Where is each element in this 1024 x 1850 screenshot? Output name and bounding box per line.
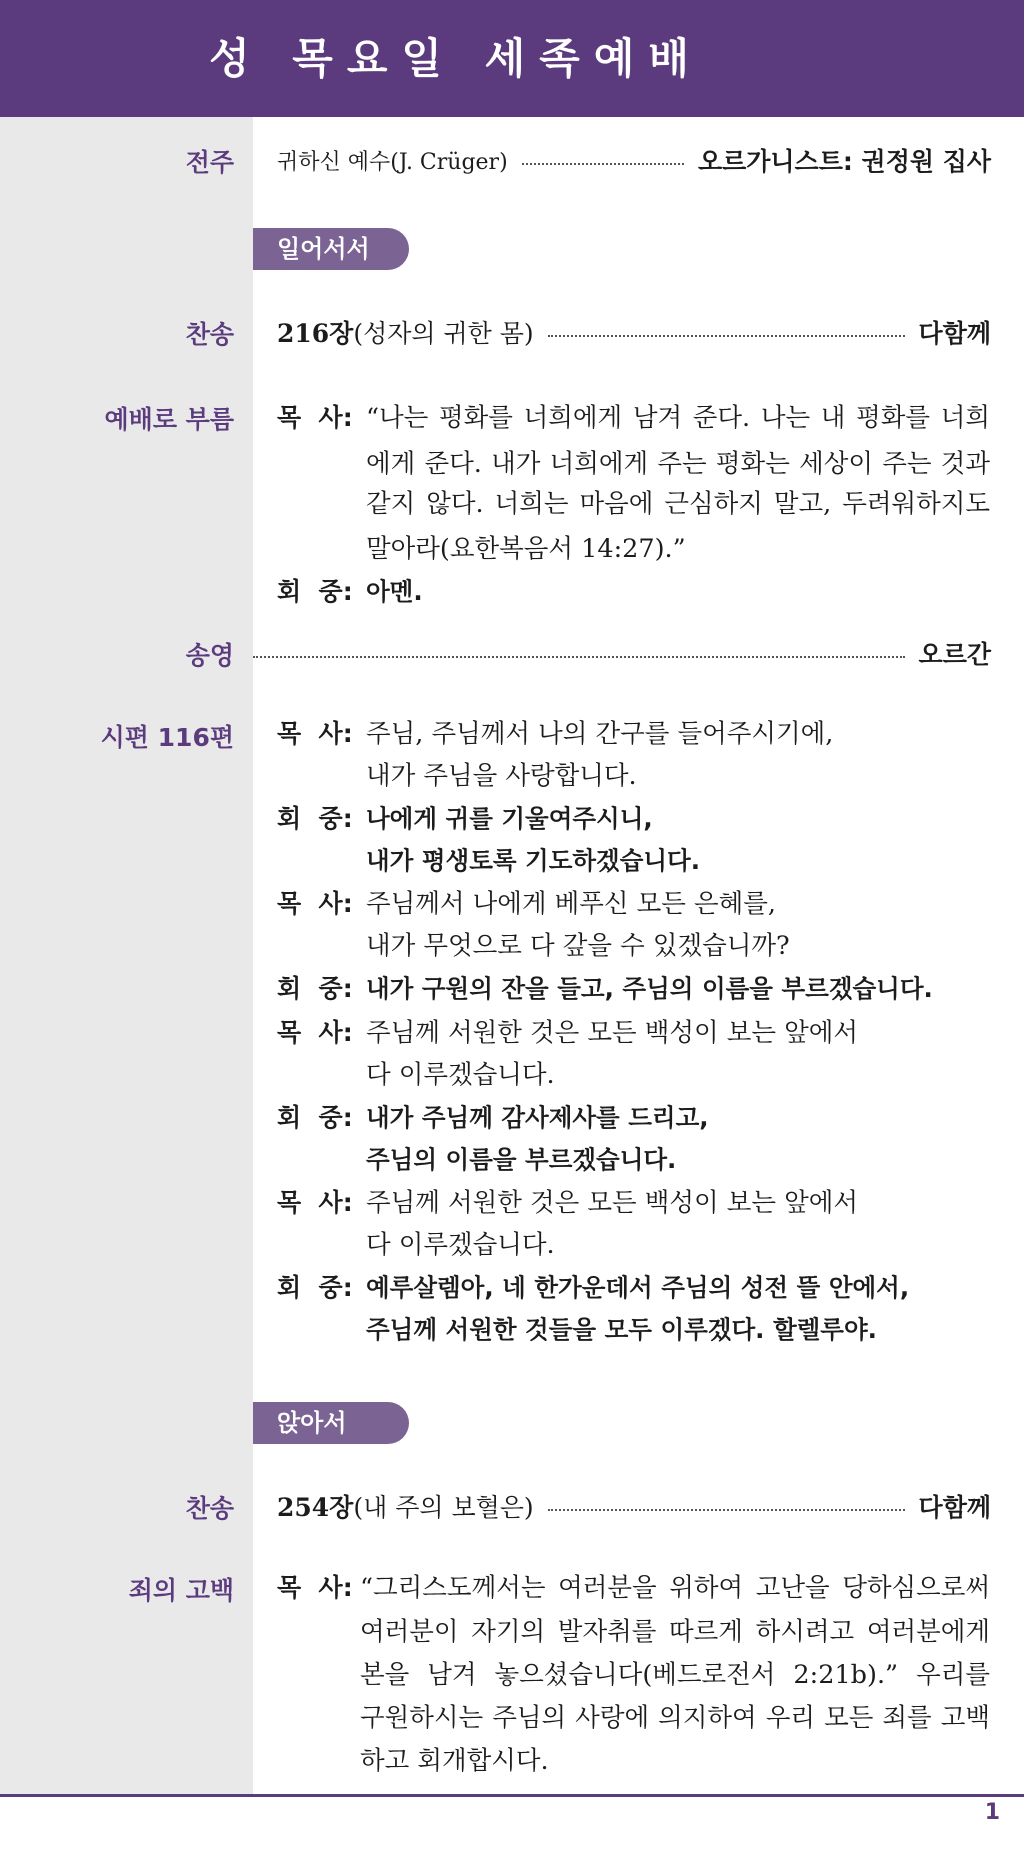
text-line: 주님께 서원한 것들을 모두 이루겠다. 할렐루야. <box>366 1315 877 1344</box>
stand-badge: 일어서서 <box>253 228 409 270</box>
hymn-row <box>277 1486 991 1526</box>
speaker-pastor: 목 사: <box>277 1188 353 1217</box>
section-label-hymn: 찬송 <box>185 1494 234 1523</box>
hymn-number: 254장 <box>277 1493 354 1522</box>
section-label-call-to-worship: 예배로 부름 <box>104 405 234 434</box>
leader-dots <box>548 335 905 337</box>
leader-dots <box>548 1509 905 1511</box>
text-line: 에게 준다. 내가 너희에게 주는 평화는 세상이 주는 것과 <box>366 449 990 479</box>
text-line: 내가 주님을 사랑합니다. <box>366 761 637 791</box>
text-line: 나에게 귀를 기울여주시니, <box>366 804 653 833</box>
hymn-row <box>277 312 991 352</box>
text-line: 주님의 이름을 부르겠습니다. <box>366 1145 677 1174</box>
text-line: 여러분이 자기의 발자취를 따르게 하시려고 여러분에게 <box>360 1617 990 1647</box>
speaker-congregation: 회 중: <box>277 1103 353 1132</box>
text-line: 다 이루겠습니다. <box>366 1230 555 1260</box>
prelude-piece: 귀하신 예수(J. Crüger) <box>277 149 508 175</box>
anthem-performer: 오르간 <box>918 640 991 669</box>
text-line: 구원하시는 주님의 사랑에 의지하여 우리 모든 죄를 고백 <box>360 1703 990 1733</box>
leader-dots <box>522 163 684 165</box>
text-line: 내가 주님께 감사제사를 드리고, <box>366 1103 709 1132</box>
text-line: “그리스도께서는 여러분을 위하여 고난을 당하심으로써 <box>360 1573 990 1603</box>
text-line: 내가 평생토록 기도하겠습니다. <box>366 846 701 875</box>
text-line: 본을 남겨 놓으셨습니다(베드로전서 2:21b).” 우리를 <box>360 1660 990 1690</box>
speaker-congregation: 회 중: <box>277 804 353 833</box>
label-column <box>0 117 253 1794</box>
section-label-anthem: 송영 <box>185 641 234 670</box>
footer-divider <box>0 1794 1024 1797</box>
text-line: “나는 평화를 너희에게 남겨 준다. 나는 내 평화를 너희 <box>366 403 990 433</box>
anthem-row <box>253 633 991 673</box>
hymn-title: (성자의 귀한 몸) <box>353 319 534 348</box>
sit-badge: 앉아서 <box>253 1402 409 1444</box>
text-line: 말아라(요한복음서 14:27).” <box>366 534 686 564</box>
text-line: 주님께서 나에게 베푸신 모든 은혜를, <box>366 889 777 919</box>
text-line: 다 이루겠습니다. <box>366 1060 555 1090</box>
speaker-pastor: 목 사: <box>277 1573 353 1602</box>
text-line: 주님께 서원한 것은 모든 백성이 보는 앞에서 <box>366 1018 859 1048</box>
hymn-title: (내 주의 보혈은) <box>353 1493 534 1522</box>
text-line: 같지 않다. 너희는 마음에 근심하지 말고, 두려워하지도 <box>366 489 990 519</box>
section-label-psalm: 시편 116편 <box>100 723 234 752</box>
section-label-hymn: 찬송 <box>185 320 234 349</box>
page-title: 성 목요일 세족예배 <box>209 34 703 83</box>
speaker-congregation: 회 중: <box>277 974 353 1003</box>
text-line: 하고 회개합시다. <box>360 1746 549 1776</box>
speaker-pastor: 목 사: <box>277 403 353 432</box>
speaker-congregation: 회 중: <box>277 1273 353 1302</box>
hymn-performer: 다함께 <box>918 1493 991 1522</box>
leader-dots <box>253 656 905 658</box>
speaker-pastor: 목 사: <box>277 1018 353 1047</box>
speaker-congregation: 회 중: <box>277 577 353 606</box>
text-line: 주님, 주님께서 나의 간구를 들어주시기에, <box>366 719 834 749</box>
text-line: 예루살렘아, 네 한가운데서 주님의 성전 뜰 안에서, <box>366 1273 910 1302</box>
section-label-confession: 죄의 고백 <box>128 1576 234 1605</box>
text-line: 아멘. <box>366 577 423 606</box>
speaker-pastor: 목 사: <box>277 719 353 748</box>
section-label-prelude: 전주 <box>185 148 234 177</box>
text-line: 내가 무엇으로 다 갚을 수 있겠습니까? <box>366 931 790 961</box>
text-line: 내가 구원의 잔을 들고, 주님의 이름을 부르겠습니다. <box>366 974 933 1003</box>
hymn-number: 216장 <box>277 319 354 348</box>
header-bar <box>0 0 1024 117</box>
text-line: 주님께 서원한 것은 모든 백성이 보는 앞에서 <box>366 1188 859 1218</box>
hymn-performer: 다함께 <box>918 319 991 348</box>
prelude-performer: 오르가니스트: 권정원 집사 <box>697 147 991 176</box>
page-number: 1 <box>984 1800 1000 1825</box>
speaker-pastor: 목 사: <box>277 889 353 918</box>
prelude-row <box>277 140 991 180</box>
